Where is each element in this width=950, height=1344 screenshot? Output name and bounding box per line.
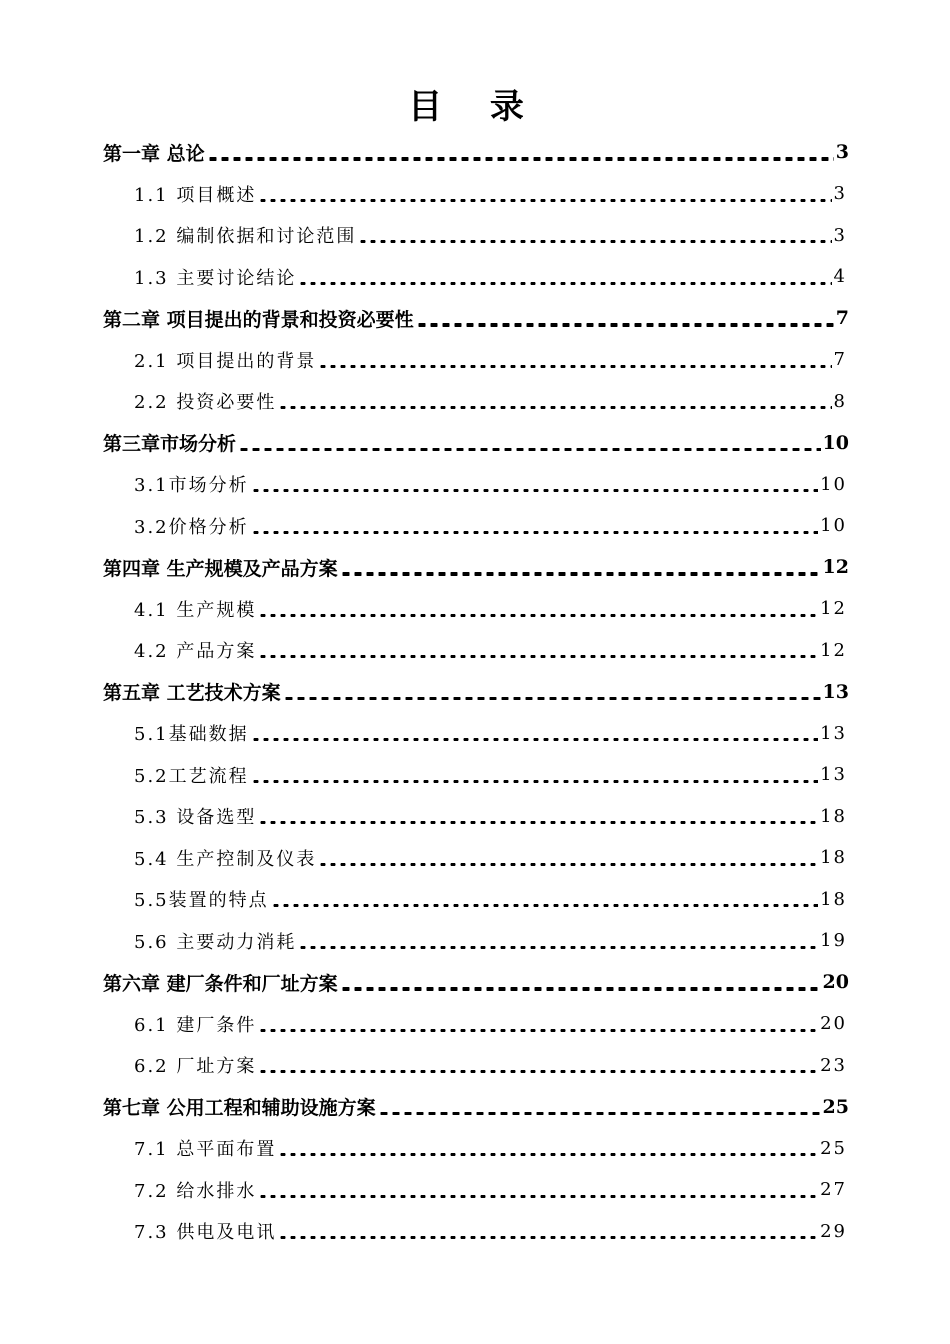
dot-leader [378, 1086, 821, 1128]
toc-page-number: 19 [820, 930, 847, 951]
dot-leader [258, 1169, 818, 1211]
toc-page-number: 18 [820, 847, 847, 868]
dot-leader [258, 1044, 818, 1086]
toc-entry-text: 6.2 厂址方案 [134, 1056, 257, 1077]
dot-leader [278, 1127, 818, 1169]
toc-entry-text: 5.1基础数据 [134, 724, 249, 745]
toc-page-number: 18 [820, 805, 847, 827]
dot-leader [278, 1210, 818, 1252]
dot-leader [251, 463, 818, 505]
toc-section-entry[interactable] [134, 380, 847, 422]
toc-entry-text: 第二章 项目提出的背景和投资必要性 [103, 308, 414, 331]
dot-leader [207, 131, 834, 173]
toc-page-number: 12 [820, 639, 847, 661]
dot-leader [271, 878, 818, 920]
toc-entry-text: 6.1 建厂条件 [134, 1014, 257, 1036]
toc-entry-text: 第三章市场分析 [103, 433, 237, 455]
toc-entry-text: 第七章 公用工程和辅助设施方案 [103, 1097, 376, 1119]
toc-entry-text: 7.2 给水排水 [134, 1180, 257, 1202]
toc-entry-text: 1.2 编制依据和讨论范围 [134, 226, 357, 247]
toc-section-entry[interactable] [134, 588, 847, 630]
dot-leader [258, 795, 818, 837]
toc-page-number: 13 [822, 680, 849, 703]
toc-entry-text: 第一章 总论 [103, 142, 205, 165]
dot-leader [258, 1003, 818, 1045]
toc-page-number: 4 [833, 266, 847, 287]
dot-leader [358, 214, 831, 256]
toc-entry-text: 5.2工艺流程 [134, 765, 249, 787]
toc-page-number: 13 [820, 722, 847, 744]
toc-section-entry[interactable] [134, 1210, 847, 1252]
toc-section-entry[interactable] [134, 878, 847, 920]
toc-section-entry[interactable] [134, 837, 847, 879]
toc-entry-text: 4.1 生产规模 [134, 599, 257, 621]
toc-section-entry[interactable] [134, 754, 847, 796]
dot-leader [340, 961, 821, 1003]
toc-entry-text: 第六章 建厂条件和厂址方案 [103, 972, 338, 995]
toc-title: 目 录 [408, 87, 542, 127]
toc-page-number: 7 [833, 349, 847, 370]
dot-leader [283, 671, 821, 713]
toc-entry-text: 2.1 项目提出的背景 [134, 350, 317, 372]
dot-leader [251, 754, 818, 796]
toc-section-entry[interactable] [134, 256, 847, 298]
toc-entry-text: 第四章 生产规模及产品方案 [103, 557, 338, 580]
toc-section-entry[interactable] [134, 629, 847, 671]
toc-chapter-entry[interactable] [103, 422, 849, 464]
toc-entry-text: 7.1 总平面布置 [134, 1139, 277, 1160]
toc-section-entry[interactable] [134, 795, 847, 837]
toc-page-number: 20 [822, 971, 849, 993]
toc-page-number: 10 [820, 515, 847, 536]
dot-leader [340, 546, 821, 588]
toc-entry-text: 3.1市场分析 [134, 475, 249, 496]
toc-chapter-entry[interactable] [103, 671, 849, 713]
toc-page-number: 3 [833, 183, 847, 204]
toc-entry-text: 1.3 主要讨论结论 [134, 267, 297, 289]
toc-section-entry[interactable] [134, 505, 847, 547]
toc-entry-text: 第五章 工艺技术方案 [103, 682, 281, 704]
toc-entry-text: 5.5装置的特点 [134, 890, 269, 911]
dot-leader [298, 256, 831, 298]
toc-page-number: 18 [820, 888, 847, 910]
dot-leader [258, 588, 818, 630]
toc-page-number: 12 [822, 556, 849, 578]
toc-chapter-entry[interactable] [103, 297, 849, 339]
toc-entry-text: 2.2 投资必要性 [134, 392, 277, 413]
toc-section-entry[interactable] [134, 1127, 847, 1169]
toc-page-number: 3 [833, 224, 847, 246]
toc-page-number: 25 [822, 1095, 849, 1118]
toc-section-entry[interactable] [134, 214, 847, 256]
toc-page-number: 20 [820, 1013, 847, 1034]
toc-entry-text: 5.4 生产控制及仪表 [134, 848, 317, 870]
toc-entry-text: 5.3 设备选型 [134, 807, 257, 828]
toc-chapter-entry[interactable] [103, 961, 849, 1003]
dot-leader [258, 629, 818, 671]
toc-entry-text: 7.3 供电及电讯 [134, 1222, 277, 1243]
toc-page-number: 25 [820, 1137, 847, 1159]
toc-page-number: 12 [820, 598, 847, 619]
dot-leader [258, 173, 831, 215]
toc-page-number: 8 [833, 390, 847, 412]
toc-chapter-entry[interactable] [103, 546, 849, 588]
toc-section-entry[interactable] [134, 339, 847, 381]
toc-entry-text: 3.2价格分析 [134, 516, 249, 538]
dot-leader [238, 422, 821, 464]
toc-section-entry[interactable] [134, 920, 847, 962]
toc-page-number: 10 [822, 431, 849, 454]
dot-leader [278, 380, 831, 422]
toc-page-number: 23 [820, 1054, 847, 1076]
toc-section-entry[interactable] [134, 1003, 847, 1045]
toc-section-entry[interactable] [134, 463, 847, 505]
toc-section-entry[interactable] [134, 712, 847, 754]
toc-entry-text: 4.2 产品方案 [134, 641, 257, 662]
toc-entry-text: 1.1 项目概述 [134, 184, 257, 206]
toc-entry-text: 5.6 主要动力消耗 [134, 931, 297, 953]
dot-leader [318, 339, 831, 381]
toc-page-number: 3 [835, 141, 849, 163]
toc-page-number: 13 [820, 764, 847, 785]
toc-section-entry[interactable] [134, 173, 847, 215]
toc-page-number: 7 [835, 307, 849, 329]
dot-leader [251, 712, 818, 754]
dot-leader [318, 837, 818, 879]
toc-page-number: 27 [820, 1179, 847, 1200]
toc-page-number: 10 [820, 473, 847, 495]
toc-section-entry[interactable] [134, 1169, 847, 1211]
dot-leader [251, 505, 818, 547]
toc-chapter-entry[interactable] [103, 1086, 849, 1128]
dot-leader [298, 920, 818, 962]
toc-page-number: 29 [820, 1220, 847, 1242]
dot-leader [416, 297, 834, 339]
toc-chapter-entry[interactable] [103, 131, 849, 173]
toc-section-entry[interactable] [134, 1044, 847, 1086]
